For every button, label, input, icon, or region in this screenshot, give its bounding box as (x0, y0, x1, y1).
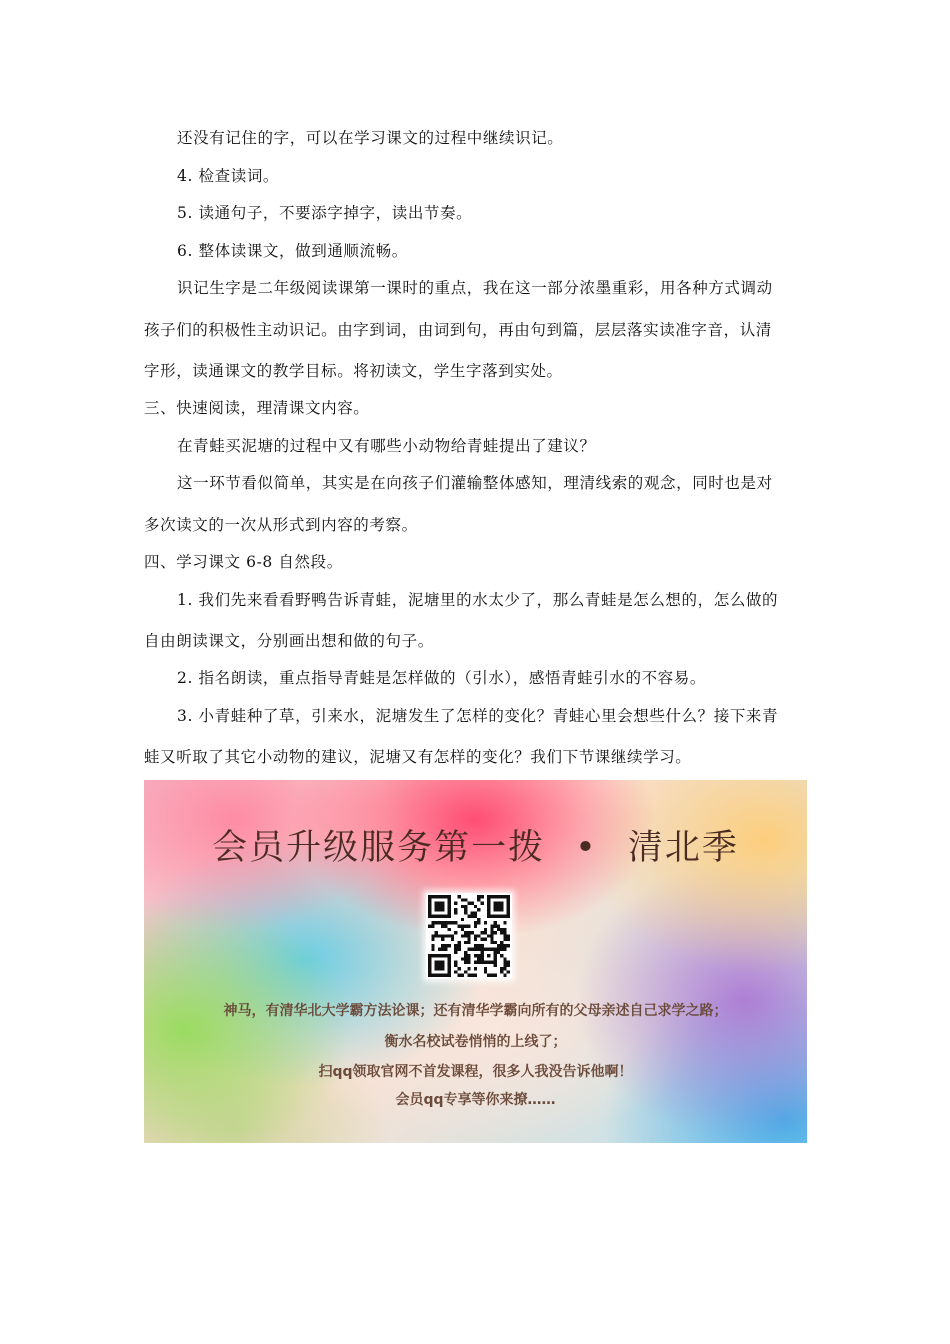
section-heading: 四、学习课文 6-8 自然段。 (144, 553, 343, 571)
paragraph-line: 字形，读通课文的教学目标。将初读文，学生字落到实处。 (144, 362, 563, 380)
paragraph-line: 这一环节看似简单，其实是在向孩子们灌输整体感知，理清线索的观念，同时也是对 (177, 474, 773, 492)
paragraph-line: 识记生字是二年级阅读课第一课时的重点，我在这一部分浓墨重彩，用各种方式调动 (177, 279, 773, 297)
paragraph-line: 自由朗读课文，分别画出想和做的句子。 (144, 632, 434, 650)
section-heading: 三、快速阅读，理清课文内容。 (144, 399, 370, 417)
paragraph-line: 3. 小青蛙种了草，引来水，泥塘发生了怎样的变化？青蛙心里会想些什么？接下来青 (177, 707, 779, 725)
banner-title (144, 820, 807, 870)
qr-code-graphic (428, 895, 510, 977)
banner-text-line: 神马，有清华北大学霸方法论课；还有清华学霸向所有的父母亲述自己求学之路； (223, 1003, 728, 1019)
qr-code-icon[interactable] (426, 893, 512, 979)
membership-banner[interactable] (144, 780, 807, 1143)
paragraph-line: 1. 我们先来看看野鸭告诉青蛙，泥塘里的水太少了，那么青蛙是怎么想的，怎么做的 (177, 591, 779, 609)
banner-text-line: 会员qq专享等你来撩…… (395, 1092, 556, 1108)
paragraph-line: 5. 读通句子，不要添字掉字，读出节奏。 (177, 204, 473, 222)
banner-title-dot: • (575, 828, 598, 868)
paragraph-line: 多次读文的一次从形式到内容的考察。 (144, 516, 418, 534)
banner-title-right: 清北季 (627, 828, 739, 868)
banner-title-left: 会员升级服务第一拨 (212, 828, 546, 868)
paragraph-line: 孩子们的积极性主动识记。由字到词，由词到句，再由句到篇，层层落实读准字音，认清 (144, 321, 772, 339)
paragraph-line: 在青蛙买泥塘的过程中又有哪些小动物给青蛙提出了建议？ (177, 437, 596, 455)
paragraph-line: 还没有记住的字，可以在学习课文的过程中继续识记。 (177, 129, 564, 147)
paragraph-line: 6. 整体读课文，做到通顺流畅。 (177, 242, 408, 260)
banner-text-line: 扫qq领取官网不首发课程，很多人我没告诉他啊！ (318, 1064, 633, 1080)
paragraph-line: 4. 检查读词。 (177, 167, 280, 185)
paragraph-line: 蛙又听取了其它小动物的建议，泥塘又有怎样的变化？我们下节课继续学习。 (144, 748, 692, 766)
banner-text-line: 衡水名校试卷悄悄的上线了； (384, 1034, 567, 1050)
paragraph-line: 2. 指名朗读，重点指导青蛙是怎样做的（引水），感悟青蛙引水的不容易。 (177, 669, 706, 687)
